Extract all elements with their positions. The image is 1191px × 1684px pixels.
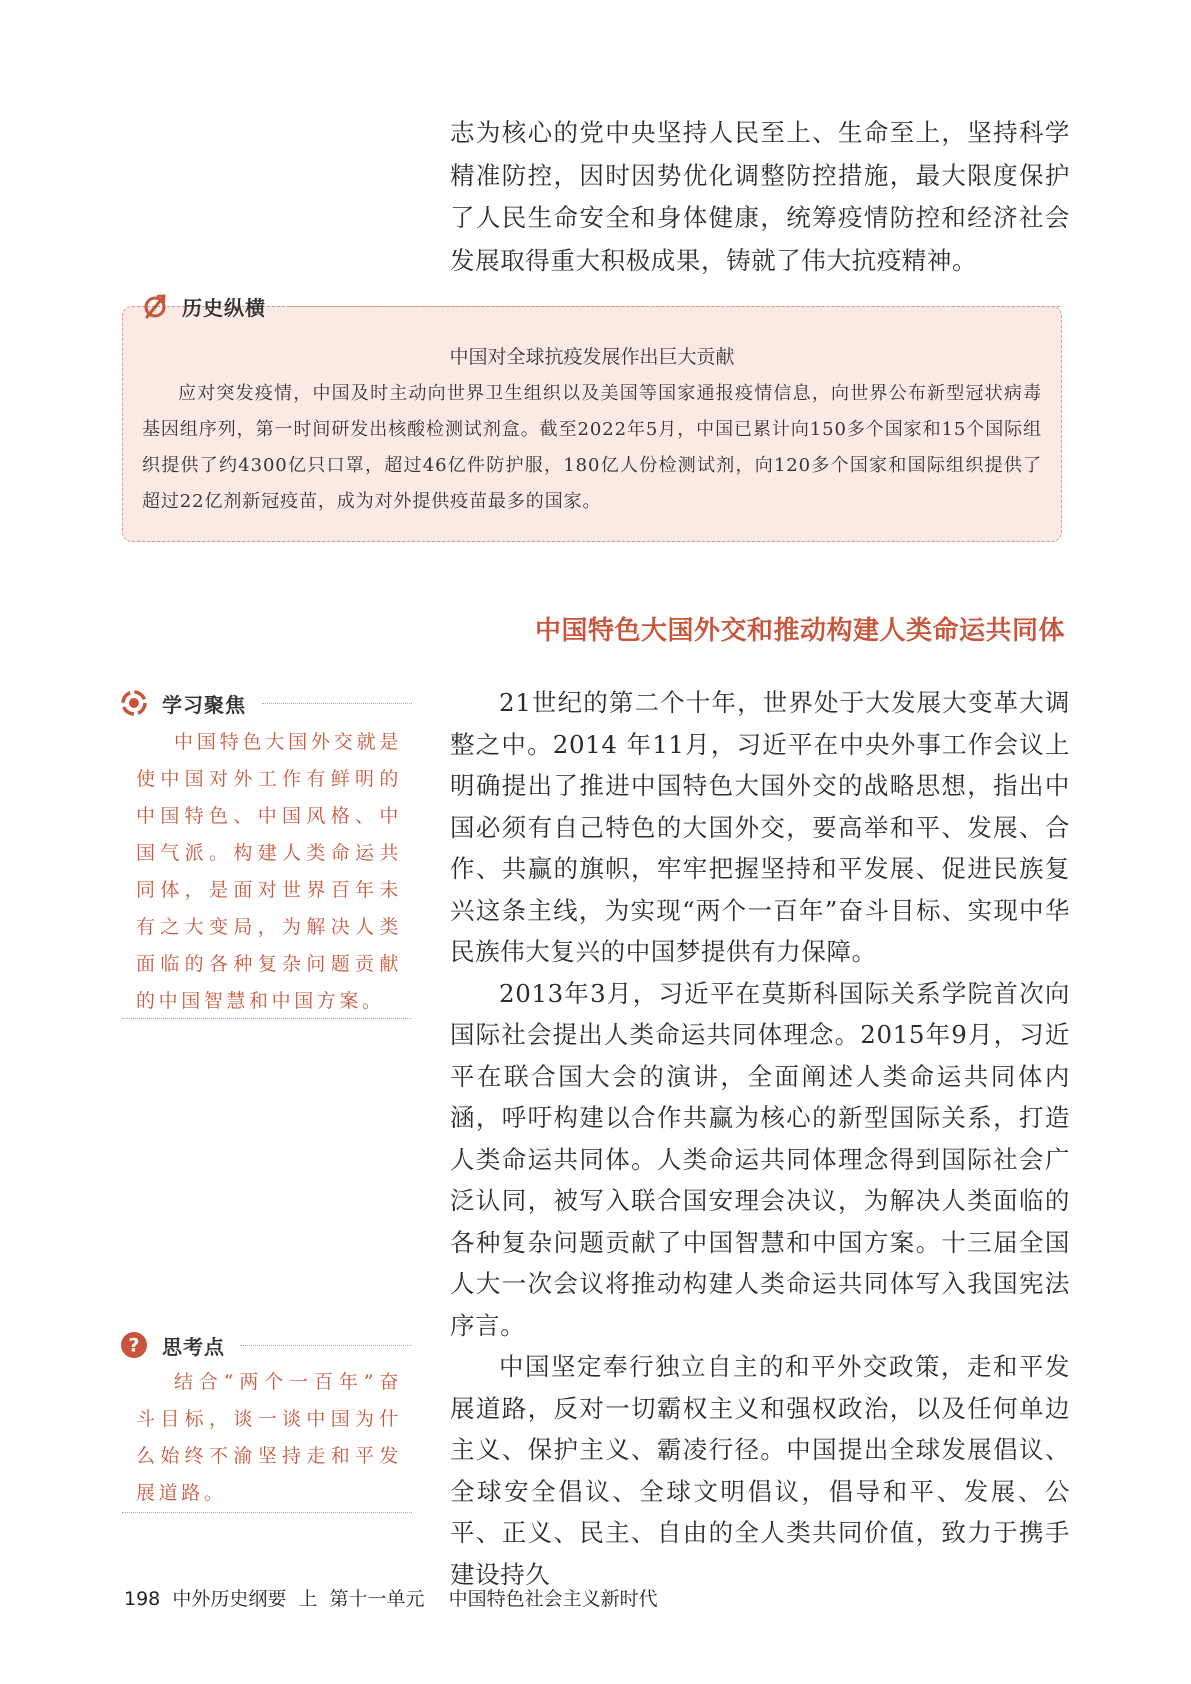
history-box-text: 应对突发疫情，中国及时主动向世界卫生组织以及美国等国家通报疫情信息，向世界公布新型冠状病毒基因组序列，第一时间研发出核酸检测试剂盒。截至2022年5月，中国已累计向150多个国家和15个国际组织提供了约4300亿只口罩，超过46亿件防护服，180亿人份检测试剂，向120多个国家和国际组织提供了超过22亿剂新冠疫苗，成为对外提供疫苗最多的国家。 bbox=[142, 383, 1042, 512]
main-body bbox=[450, 682, 1070, 1595]
history-header bbox=[140, 288, 266, 324]
think-rule bbox=[240, 1345, 412, 1346]
history-symbol-icon bbox=[140, 291, 170, 321]
think-rule-bottom bbox=[122, 1512, 412, 1513]
continuation-paragraph: 志为核心的党中央坚持人民至上、生命至上，坚持科学精准防控，因时因势优化调整防控措施，最大限度保护了人民生命安全和身体健康，统筹疫情防控和经济社会发展取得重大积极成果，铸就了伟大抗疫精神。 bbox=[450, 118, 1070, 275]
history-label: 历史纵横 bbox=[182, 295, 266, 320]
focus-rule-bottom bbox=[122, 1018, 412, 1019]
target-icon bbox=[120, 689, 148, 717]
history-header-rule bbox=[290, 306, 1060, 307]
think-header bbox=[120, 1330, 225, 1360]
page-footer: 198 中外历史纲要 上 第十一单元 中国特色社会主义新时代 bbox=[124, 1588, 658, 1610]
think-label: 思考点 bbox=[162, 1334, 225, 1359]
think-text: 结合“两个一百年”奋斗目标，谈一谈中国为什么始终不渝坚持走和平发展道路。 bbox=[136, 1371, 402, 1504]
body-paragraph: 21世纪的第二个十年，世界处于大发展大变革大调整之中。2014 年11月，习近平在中央外事工作会议上明确提出了推进中国特色大国外交的战略思想，指出中国必须有自己特色的大国外交，要高举和平、发展、合作、共赢的旗帜，牢牢把握坚持和平发展、促进民族复兴这条主线，为实现“两个一百年”奋斗目标、实现中华民族伟大复兴的中国梦提供有力保障。 bbox=[450, 688, 1070, 966]
body-paragraph: 中国坚定奉行独立自主的和平外交政策，走和平发展道路，反对一切霸权主义和强权政治，以及任何单边主义、保护主义、霸凌行径。中国提出全球发展倡议、全球安全倡议、全球文明倡议，倡导和平、发展、公平、正义、民主、自由的全人类共同价值，致力于携手建设持久 bbox=[450, 1352, 1070, 1589]
body-paragraph: 2013年3月，习近平在莫斯科国际关系学院首次向国际社会提出人类命运共同体理念。2015年9月，习近平在联合国大会的演讲，全面阐述人类命运共同体内涵，呼吁构建以合作共赢为核心的新型国际关系，打造人类命运共同体。人类命运共同体理念得到国际社会广泛认同，被写入联合国安理会决议，为解决人类面临的各种复杂问题贡献了中国智慧和中国方案。十三届全国人大一次会议将推动构建人类命运共同体写入我国宪法序言。 bbox=[450, 978, 1070, 1340]
focus-rule bbox=[262, 703, 412, 704]
question-icon bbox=[120, 1331, 148, 1359]
focus-text: 中国特色大国外交就是使中国对外工作有鲜明的中国特色、中国风格、中国气派。构建人类命运共同体，是面对世界百年未有之大变局，为解决人类面临的各种复杂问题贡献的中国智慧和中国方案。 bbox=[136, 731, 402, 1012]
svg-text:?: ? bbox=[128, 1334, 140, 1357]
focus-label: 学习聚焦 bbox=[162, 692, 246, 717]
focus-header bbox=[120, 688, 246, 718]
history-box-title: 中国对全球抗疫发展作出巨大贡献 bbox=[449, 346, 735, 368]
section-heading: 中国特色大国外交和推动构建人类命运共同体 bbox=[534, 616, 1065, 646]
